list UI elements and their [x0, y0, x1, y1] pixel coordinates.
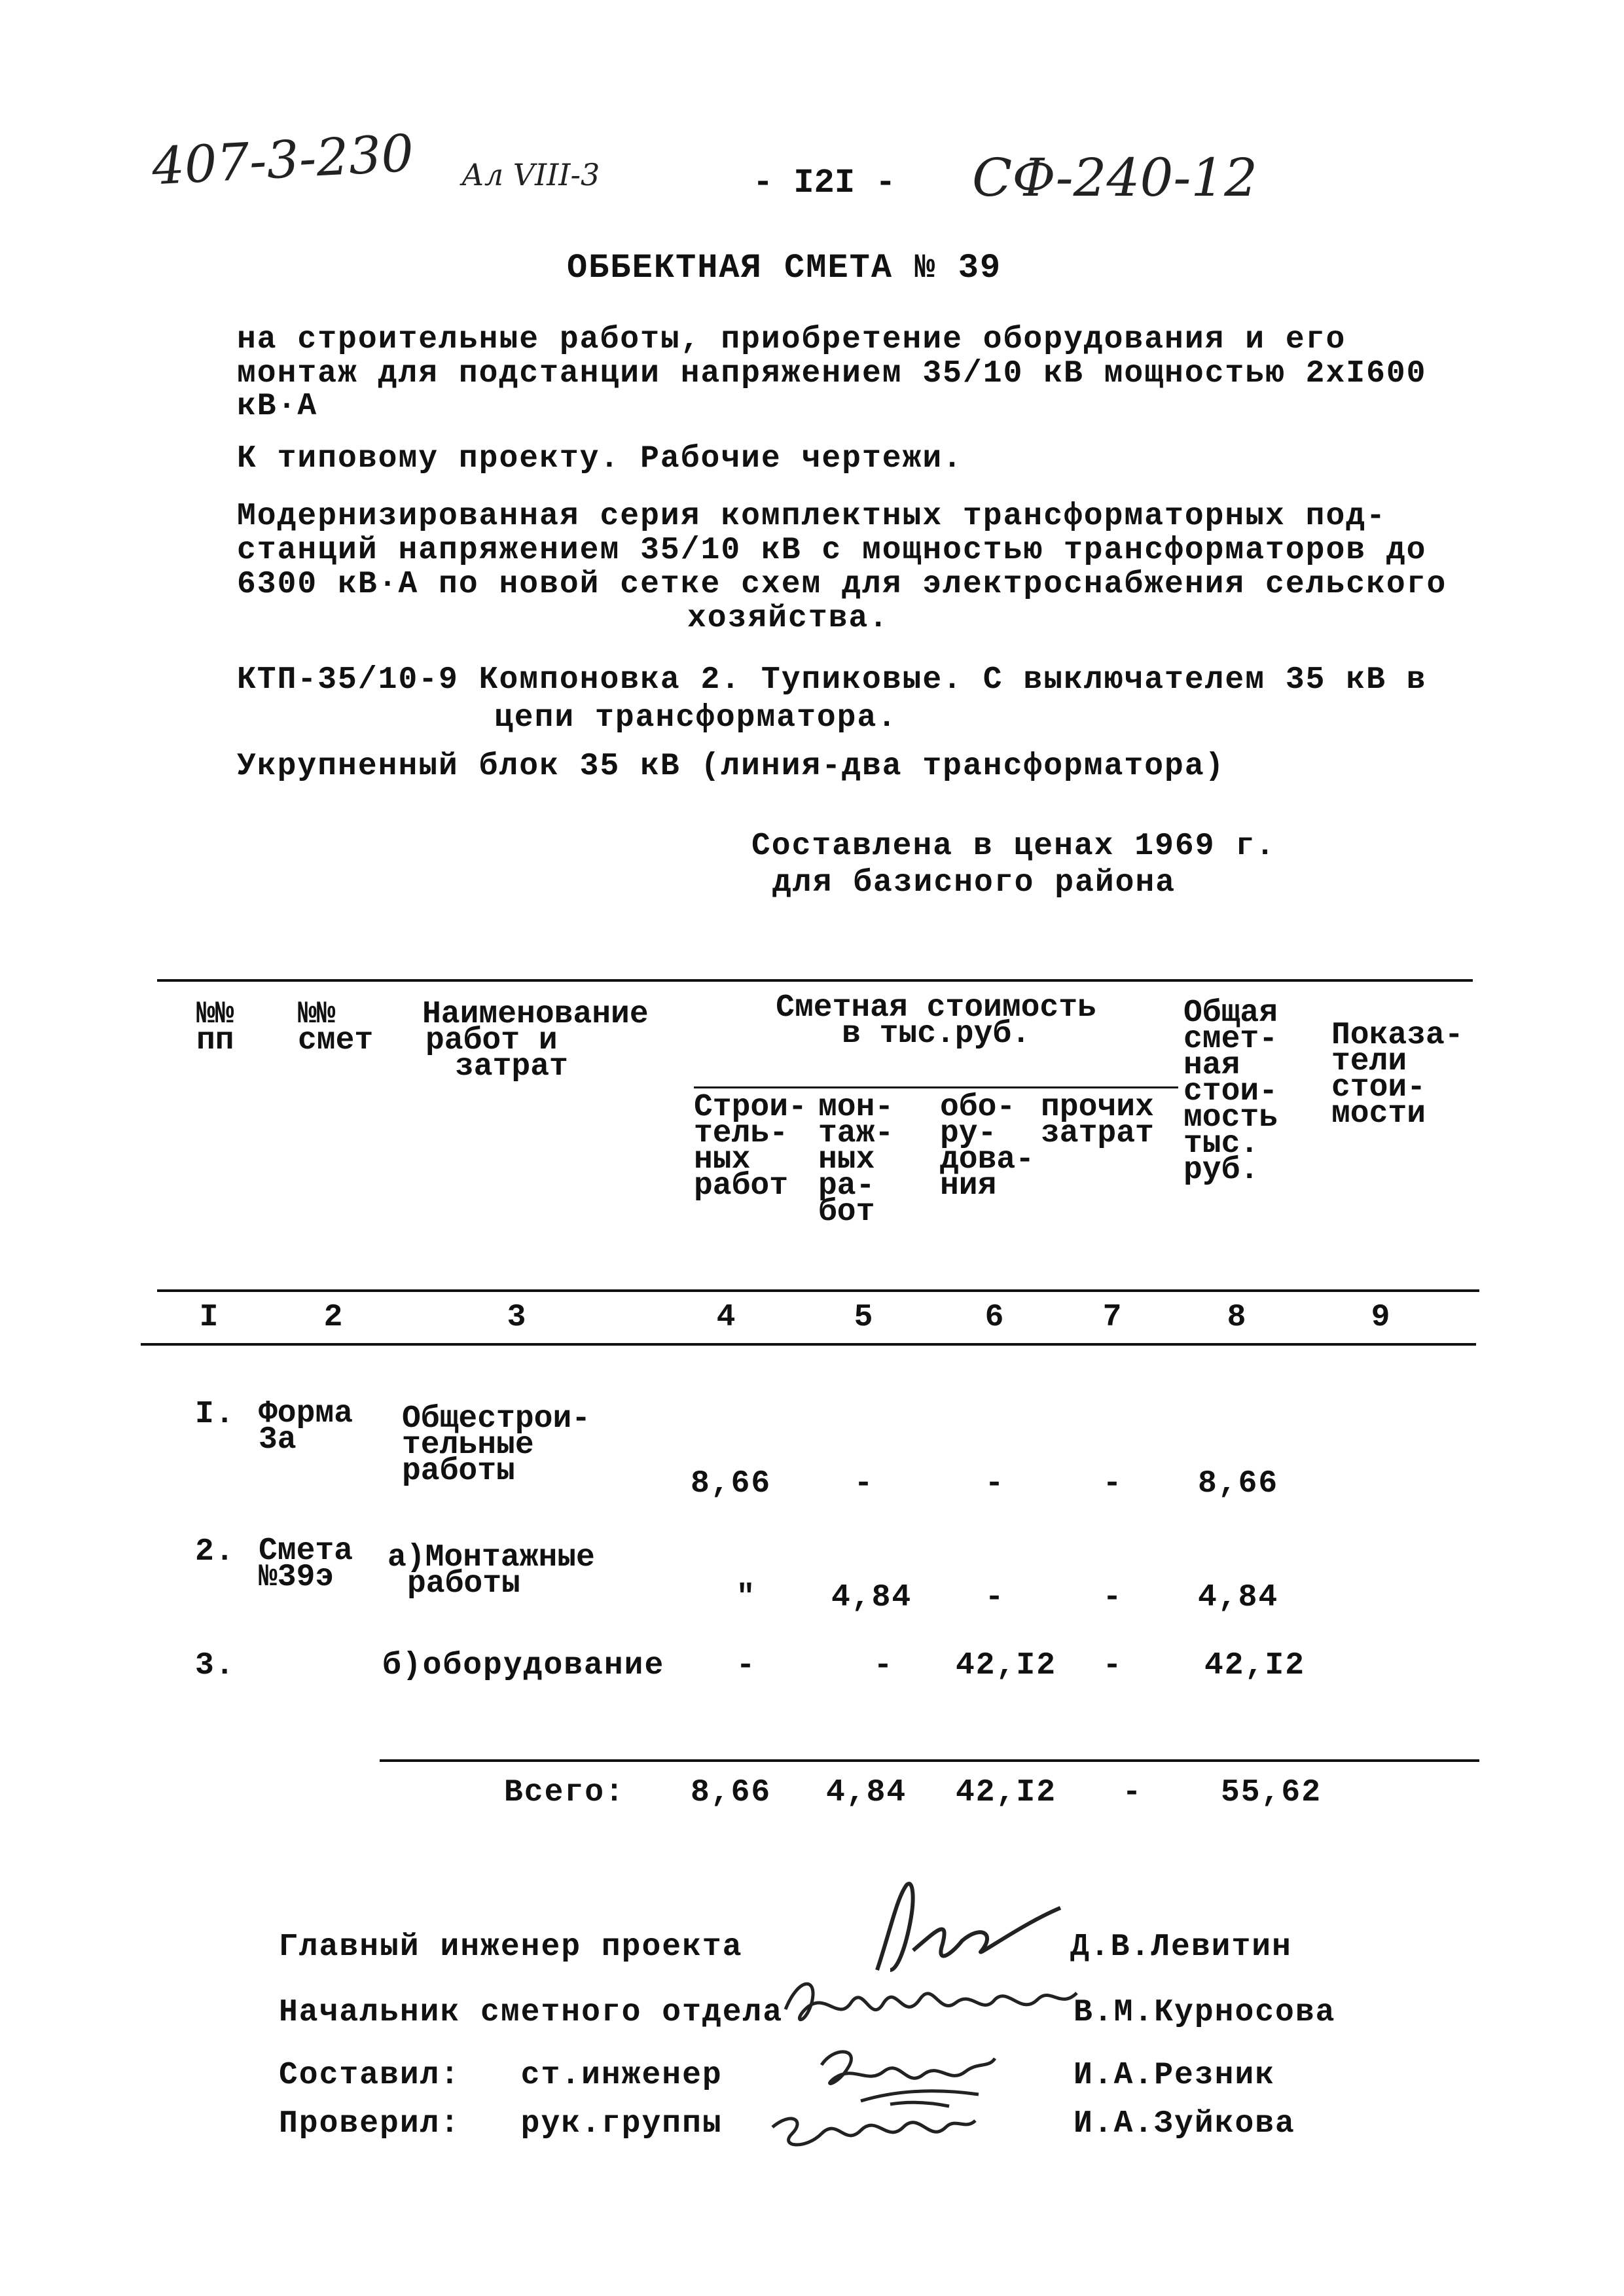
header-col3: Наименование работ и затрат [422, 997, 649, 1085]
column-numbers-top-rule [157, 1289, 1479, 1292]
header-group: Сметная стоимость в тыс.руб. [776, 990, 1096, 1052]
row3-total: 42,I2 [1204, 1648, 1306, 1683]
row2-other: - [1102, 1580, 1123, 1615]
purpose-line-3: кВ·А [237, 389, 318, 424]
page-title: ОББЕКТНАЯ СМЕТА № 39 [567, 249, 1002, 287]
header-col9: Показа- тели стои- мости [1331, 1018, 1464, 1132]
signature-name-3: И.А.Резник [1074, 2058, 1276, 2093]
signature-name-4: И.А.Зуйкова [1074, 2106, 1295, 2142]
document-code-left: 407-3-230 [150, 124, 416, 197]
column-number-6: 6 [984, 1300, 1005, 1335]
series-line-1: Модернизированная серия комплектных трансформаторных под- [237, 499, 1386, 534]
prices-line-2: для базисного района [772, 865, 1176, 901]
column-number-4: 4 [716, 1300, 737, 1335]
column-number-7: 7 [1102, 1300, 1123, 1335]
column-numbers-bottom-rule [141, 1343, 1476, 1346]
header-col6: обо- ру- дова- ния [940, 1090, 1035, 1204]
block-note: Укрупненный блок 35 кВ (линия-два трансформатора) [237, 749, 1225, 784]
series-line-4: хозяйства. [687, 601, 890, 636]
ktp-line-1: КТП-35/10-9 Компоновка 2. Тупиковые. С выключателем 35 кВ в [237, 662, 1427, 698]
row3-number: 3. [195, 1648, 236, 1683]
prices-line-1: Составлена в ценах 1969 г. [751, 829, 1276, 864]
row1-name: Общестрои- тельные работы [402, 1401, 591, 1489]
row1-mount: - [854, 1466, 875, 1501]
signature-role-1: Главный инженер проекта [279, 1929, 743, 1965]
album-note: Ал VIII-3 [461, 157, 600, 192]
handwritten-signature-kurnosova [779, 1964, 1080, 2036]
row3-other: - [1102, 1648, 1123, 1683]
row1-equip: - [984, 1466, 1005, 1501]
column-number-2: 2 [323, 1300, 344, 1335]
purpose-line-1: на строительные работы, приобретение оборудования и его [237, 322, 1346, 357]
row2-number: 2. [195, 1534, 236, 1570]
totals-other: - [1122, 1775, 1143, 1810]
header-col8: Общая смет- ная стои- мость тыс. руб. [1183, 996, 1278, 1188]
totals-rule [380, 1759, 1479, 1762]
column-number-3: 3 [507, 1300, 528, 1335]
header-col1: №№ пп [196, 997, 234, 1058]
signature-role-3: Составил: ст.инженер [279, 2058, 723, 2093]
totals-equip: 42,I2 [956, 1775, 1057, 1810]
column-number-8: 8 [1227, 1300, 1248, 1335]
row2-name: а)Монтажные работы [388, 1540, 595, 1602]
row1-build: 8,66 [691, 1466, 772, 1501]
document-code-right: СФ-240-12 [972, 147, 1258, 208]
column-number-9: 9 [1371, 1300, 1392, 1335]
row2-total: 4,84 [1198, 1580, 1279, 1615]
row1-smeta: Форма 3а [259, 1396, 353, 1458]
handwritten-signature-zuikova [759, 2094, 982, 2160]
totals-mount: 4,84 [826, 1775, 907, 1810]
ktp-line-2: цепи трансформатора. [494, 700, 898, 736]
row1-total: 8,66 [1198, 1466, 1279, 1501]
series-line-3: 6300 кВ·А по новой сетке схем для электроснабжения сельского [237, 567, 1447, 602]
project-note: К типовому проекту. Рабочие чертежи. [237, 441, 963, 476]
row1-other: - [1102, 1466, 1123, 1501]
signature-name-1: Д.В.Левитин [1070, 1929, 1292, 1965]
signature-role-4: Проверил: рук.группы [279, 2106, 723, 2142]
header-col4: Строи- тель- ных работ [694, 1090, 807, 1204]
row3-equip: 42,I2 [956, 1648, 1057, 1683]
page-number: - I2I - [753, 164, 896, 202]
row2-smeta: Смета №39э [259, 1534, 353, 1595]
row2-equip: - [984, 1580, 1005, 1615]
signature-role-2: Начальник сметного отдела [279, 1995, 784, 2030]
row3-mount: - [873, 1648, 894, 1683]
totals-total: 55,62 [1221, 1775, 1322, 1810]
row3-build: - [736, 1648, 757, 1683]
totals-build: 8,66 [691, 1775, 772, 1810]
row2-mount: 4,84 [831, 1580, 912, 1615]
group-header-rule [694, 1086, 1178, 1088]
header-col7: прочих затрат [1041, 1090, 1154, 1151]
column-number-5: 5 [854, 1300, 875, 1335]
table-top-rule [157, 979, 1473, 982]
column-number-1: I [199, 1300, 220, 1335]
row2-build: " [736, 1580, 757, 1615]
header-col5: мон- таж- ных ра- бот [818, 1090, 894, 1230]
signature-name-2: В.М.Курносова [1074, 1995, 1336, 2030]
header-col2: №№ смет [298, 997, 374, 1058]
series-line-2: станций напряжением 35/10 кВ с мощностью трансформаторов до [237, 533, 1427, 568]
row1-number: I. [195, 1397, 236, 1432]
totals-label: Всего: [504, 1775, 625, 1810]
purpose-line-2: монтаж для подстанции напряжением 35/10 кВ мощностью 2хI600 [237, 356, 1427, 391]
row3-name: б)оборудование [382, 1648, 665, 1683]
